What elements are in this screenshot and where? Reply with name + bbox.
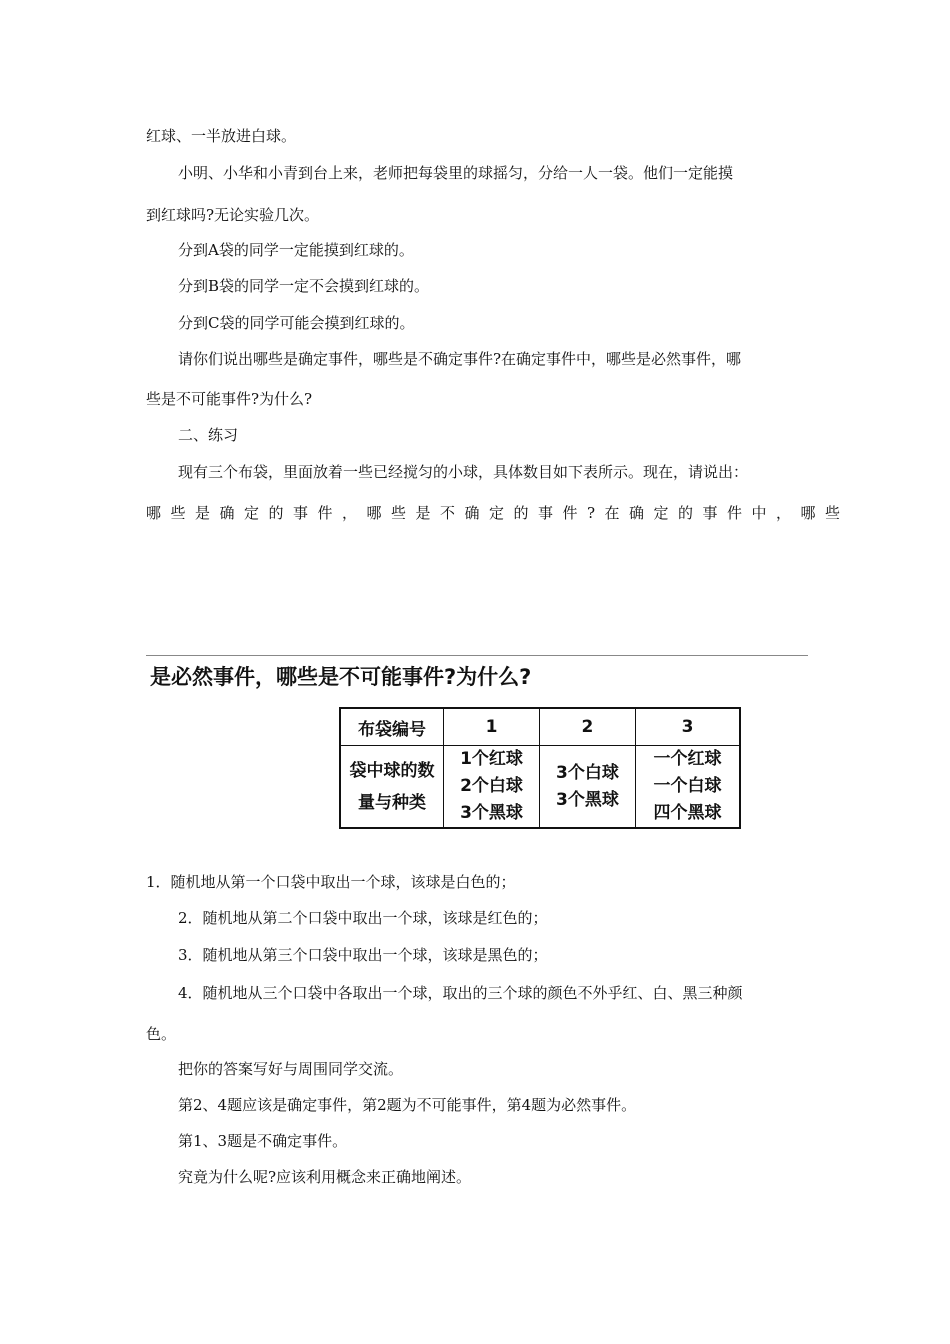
paragraph: 请你们说出哪些是确定事件，哪些是不确定事件?在确定事件中，哪些是必然事件，哪 <box>178 350 742 368</box>
bag-contents-cell <box>539 746 635 829</box>
paragraph: 红球、一半放进白球。 <box>146 127 297 145</box>
ball-count: 四个黑球 <box>653 803 722 823</box>
closing-paragraph: 究竟为什么呢?应该利用概念来正确地阐述。 <box>178 1168 472 1186</box>
row-label-cell <box>340 746 444 829</box>
header-label-cell: 布袋编号 <box>340 708 444 746</box>
paragraph: 现有三个布袋，里面放着一些已经搅匀的小球，具体数目如下表所示。现在，请说出： <box>178 463 749 481</box>
paragraph: 小明、小华和小青到台上来，老师把每袋里的球摇匀，分给一人一袋。他们一定能摸 <box>178 164 734 182</box>
section-heading: 二、练习 <box>178 426 239 444</box>
table-row <box>340 746 740 829</box>
ball-count: 3个白球 <box>556 762 619 783</box>
question: 4．随机地从三个口袋中各取出一个球，取出的三个球的颜色不外乎红、白、黑三种颜 <box>178 984 743 1002</box>
bag-number-cell: 3 <box>635 708 740 746</box>
bag-number-cell: 2 <box>539 708 635 746</box>
table-header-row <box>340 708 740 746</box>
question: 色。 <box>146 1025 177 1043</box>
question: 2．随机地从第二个口袋中取出一个球，该球是红色的； <box>178 909 548 927</box>
question: 1．随机地从第一个口袋中取出一个球，该球是白色的； <box>146 873 516 891</box>
ball-count: 一个红球 <box>653 749 722 769</box>
closing-paragraph: 第1、3题是不确定事件。 <box>178 1132 348 1150</box>
row-label-line: 量与种类 <box>358 792 426 813</box>
closing-paragraph: 第2、4题应该是确定事件，第2题为不可能事件，第4题为必然事件。 <box>178 1096 637 1114</box>
bag-number-cell: 1 <box>444 708 540 746</box>
paragraph: 分到C袋的同学可能会摸到红球的。 <box>178 314 415 332</box>
row-label-line: 袋中球的数 <box>349 760 435 781</box>
scan-heading: 是必然事件，哪些是不可能事件?为什么? <box>150 665 532 689</box>
ball-count: 3个黑球 <box>556 789 619 810</box>
closing-paragraph: 把你的答案写好与周围同学交流。 <box>178 1060 404 1078</box>
paragraph: 到红球吗?无论实验几次。 <box>146 206 320 224</box>
ball-count: 2个白球 <box>460 776 523 796</box>
question: 3．随机地从第三个口袋中取出一个球，该球是黑色的； <box>178 946 548 964</box>
bag-contents-cell <box>444 746 540 829</box>
ball-count: 3个黑球 <box>460 803 523 823</box>
paragraph: 分到A袋的同学一定能摸到红球的。 <box>178 241 414 259</box>
paragraph: 哪些是确定的事件，哪些是不确定的事件?在确定的事件中，哪些 <box>146 504 850 522</box>
bag-table <box>339 707 741 829</box>
ball-count: 一个白球 <box>653 776 722 796</box>
bag-contents-cell <box>635 746 740 829</box>
scan-divider <box>146 655 808 656</box>
paragraph: 分到B袋的同学一定不会摸到红球的。 <box>178 277 430 295</box>
ball-count: 1个红球 <box>460 749 523 769</box>
paragraph: 些是不可能事件?为什么? <box>146 390 313 408</box>
